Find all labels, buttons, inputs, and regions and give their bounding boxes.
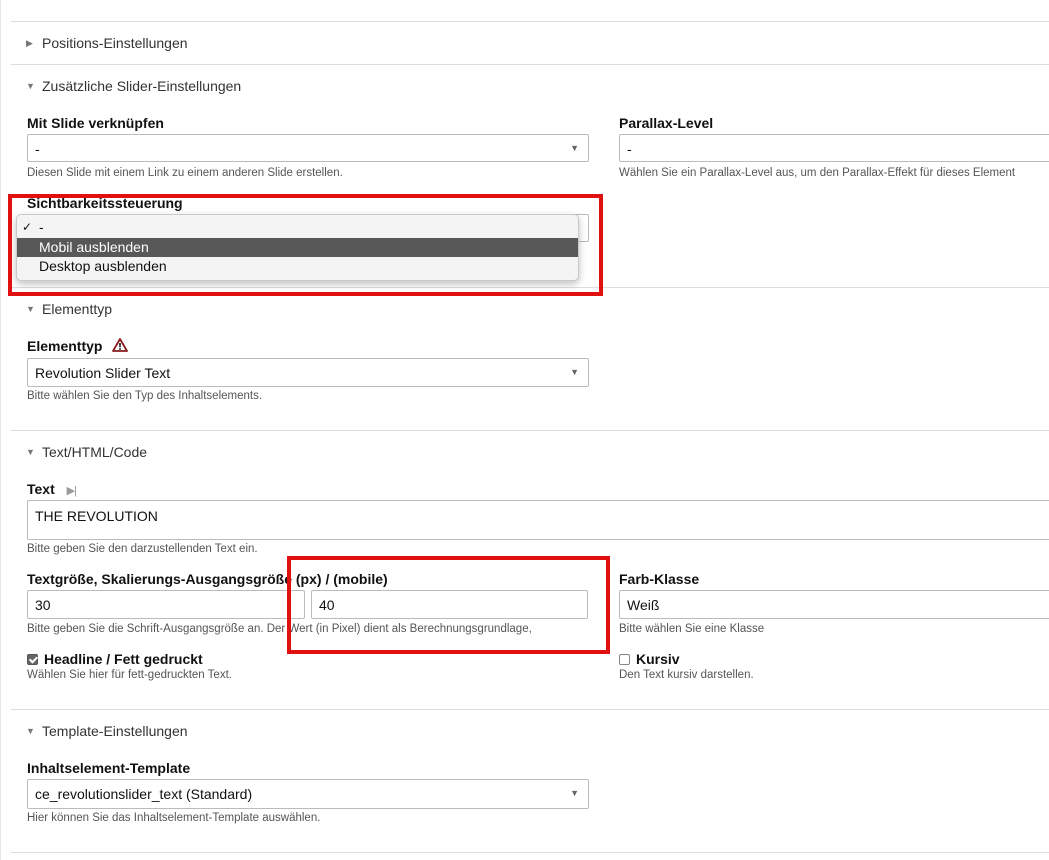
parallax-select[interactable] — [619, 134, 1049, 162]
triangle-down-icon: ▼ — [26, 726, 35, 736]
headline-help: Wählen Sie hier für fett-gedruckten Text. — [27, 669, 232, 681]
template-label: Inhaltselement-Template — [27, 760, 191, 776]
section-title: Text/HTML/Code — [42, 444, 148, 460]
section-title: Positions-Einstellungen — [42, 35, 188, 51]
template-help: Hier können Sie das Inhaltselement-Template auswählen. — [27, 812, 321, 824]
triangle-down-icon: ▼ — [26, 81, 35, 91]
section-title: Zusätzliche Slider-Einstellungen — [42, 78, 242, 94]
visibility-label: Sichtbarkeitssteuerung — [27, 195, 183, 211]
highlight-box — [8, 194, 603, 296]
elementtyp-help: Bitte wählen Sie den Typ des Inhaltselements. — [27, 390, 263, 402]
section-title: Template-Einstellungen — [42, 723, 188, 739]
section-slider[interactable] — [26, 78, 241, 94]
slide-link-help: Diesen Slide mit einem Link zu einem anderen Slide erstellen. — [27, 167, 343, 179]
divider — [11, 430, 1049, 431]
elementtyp-label — [27, 338, 128, 355]
text-label-text: Text — [27, 481, 55, 497]
select-value: ce_revolutionslider_text (Standard) — [35, 786, 253, 802]
text-value: THE REVOLUTION — [35, 508, 158, 524]
text-field[interactable] — [27, 500, 1049, 540]
section-text-html[interactable] — [26, 444, 147, 460]
triangle-down-icon: ▼ — [26, 304, 35, 314]
option-label: - — [39, 219, 44, 235]
textsize-help: Bitte geben Sie die Schrift-Ausgangsgröße an. Der Wert (in Pixel) dient als Berechnungsgrundlage, — [27, 623, 532, 635]
slide-link-label: Mit Slide verknüpfen — [27, 115, 164, 131]
parallax-help: Wählen Sie ein Parallax-Level aus, um den Parallax-Effekt für dieses Element — [619, 167, 1016, 179]
warning-icon[interactable] — [112, 338, 128, 355]
checkbox-label: Headline / Fett gedruckt — [44, 651, 203, 667]
section-positions[interactable] — [26, 35, 188, 51]
option-label: Desktop ausblenden — [39, 258, 167, 274]
divider — [11, 852, 1049, 853]
input-value: 30 — [35, 597, 51, 613]
toggle-editor-icon[interactable]: ▶| — [66, 485, 76, 497]
select-value: Revolution Slider Text — [35, 365, 171, 381]
checkbox-label: Kursiv — [636, 651, 680, 667]
option-label: Mobil ausblenden — [39, 238, 149, 255]
input-value: 40 — [319, 597, 335, 613]
section-title: Elementtyp — [42, 301, 113, 317]
elementtyp-label-text: Elementtyp — [27, 338, 103, 354]
divider — [11, 21, 1049, 22]
text-help: Bitte geben Sie den darzustellenden Text ein. — [27, 543, 258, 555]
select-value: Weiß — [627, 597, 660, 613]
triangle-right-icon: ▶ — [26, 37, 33, 48]
text-label — [27, 481, 76, 497]
chevron-down-icon: ▼ — [570, 367, 579, 377]
farb-help: Bitte wählen Sie eine Klasse — [619, 623, 765, 635]
slide-link-select[interactable] — [27, 134, 589, 162]
highlight-box — [287, 556, 610, 654]
chevron-down-icon: ▼ — [570, 788, 579, 798]
parallax-label: Parallax-Level — [619, 115, 714, 131]
checkbox-checked[interactable] — [27, 654, 38, 665]
farb-select[interactable] — [619, 590, 1049, 619]
template-select[interactable] — [27, 779, 589, 809]
divider — [11, 64, 1049, 65]
farb-label: Farb-Klasse — [619, 571, 700, 587]
checkbox-unchecked[interactable] — [619, 654, 630, 665]
divider — [11, 709, 1049, 710]
headline-checkbox[interactable] — [27, 651, 203, 667]
triangle-down-icon: ▼ — [26, 447, 35, 457]
kursiv-checkbox[interactable] — [619, 651, 680, 667]
select-value: - — [35, 141, 40, 157]
section-template[interactable] — [26, 723, 188, 739]
checkmark-icon: ✓ — [22, 220, 33, 234]
kursiv-help: Den Text kursiv darstellen. — [619, 669, 754, 681]
section-elementtyp[interactable] — [26, 301, 112, 317]
textsize-input[interactable] — [27, 590, 305, 619]
select-value: - — [627, 141, 632, 157]
chevron-down-icon: ▼ — [570, 143, 579, 153]
textsize-label: Textgröße, Skalierungs-Ausgangsgröße (px) / (mobile) — [27, 571, 388, 587]
elementtyp-select[interactable] — [27, 358, 589, 387]
